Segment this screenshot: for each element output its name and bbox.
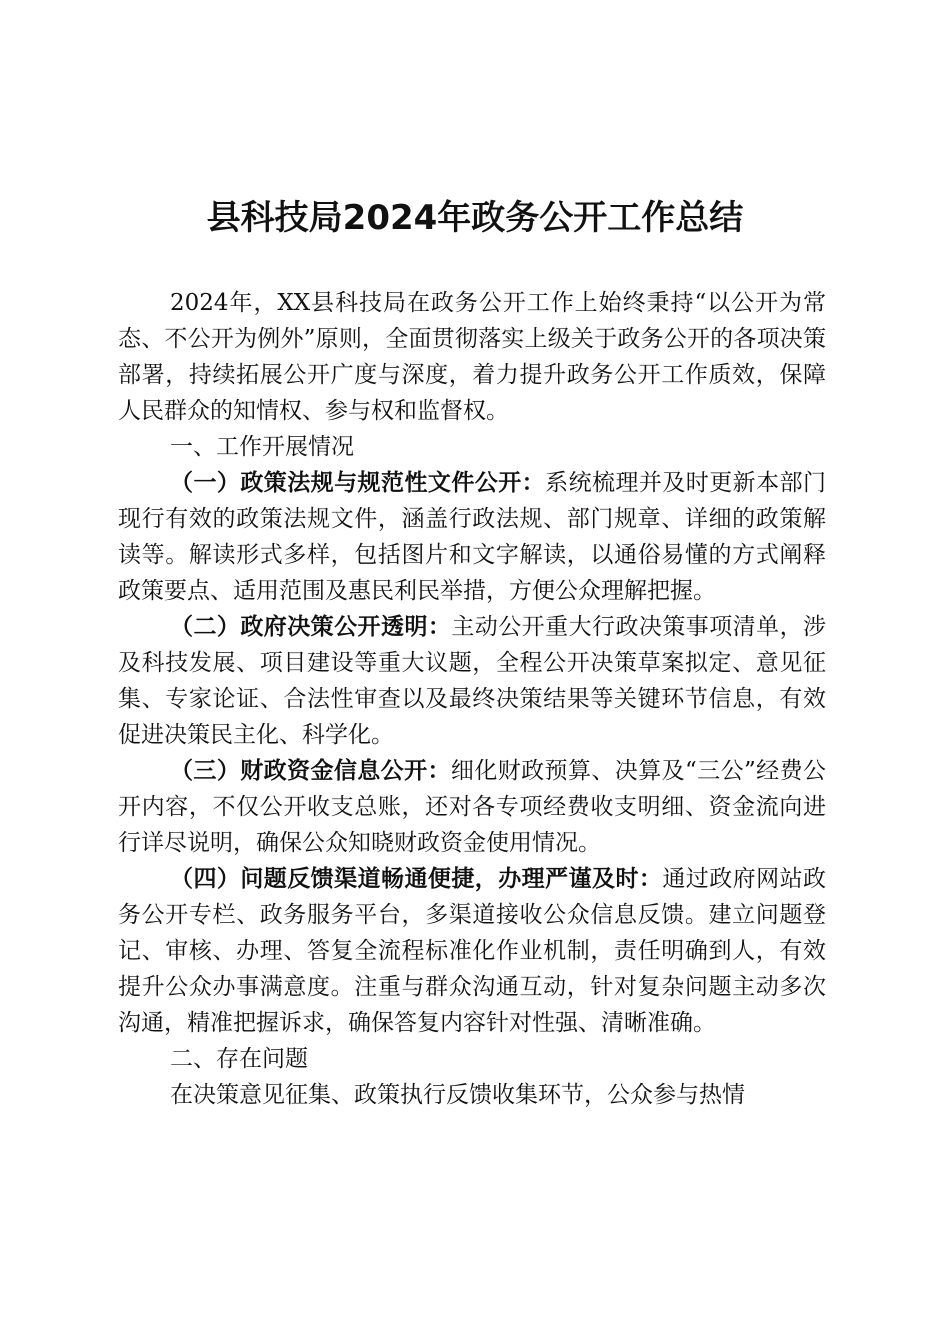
intro-paragraph: 2024年，XX县科技局在政务公开工作上始终秉持“以公开为常态、不公开为例外”原则，全面贯彻落实上级关于政务公开的各项决策部署，持续拓展公开广度与深度，着力提升政务公开工作质效，保障人民群众的知情权、参与权和监督权。 bbox=[118, 290, 826, 424]
work-item-3 bbox=[118, 753, 826, 861]
work-item-3-lead: （三）财政资金信息公开： bbox=[170, 757, 451, 784]
work-item-4 bbox=[118, 861, 826, 1041]
work-item-2-text: 主动公开重大行政决策事项清单，涉及科技发展、项目建设等重大议题，全程公开决策草案拟定、意见征集、专家论证、合法性审查以及最终决策结果等关键环节信息，有效促进决策民主化、科学化。 bbox=[118, 614, 827, 748]
work-item-3-text: 细化财政预算、决算及“三公”经费公开内容，不仅公开收支总账，还对各专项经费收支明细、资金流向进行详尽说明，确保公众知晓财政资金使用情况。 bbox=[118, 758, 826, 856]
work-item-4-lead: （四）问题反馈渠道畅通便捷，办理严谨及时： bbox=[170, 865, 663, 892]
document-title: 县科技局2024年政务公开工作总结 bbox=[206, 198, 744, 238]
document-body bbox=[118, 285, 826, 1113]
work-item-4-text: 通过政府网站政务公开专栏、政务服务平台，多渠道接收公众信息反馈。建立问题登记、审核、办理、答复全流程标准化作业机制，责任明确到人，有效提升公众办事满意度。注重与群众沟通互动，针对复杂问题主动多次沟通，精准把握诉求，确保答复内容针对性强、清晰准确。 bbox=[118, 866, 827, 1036]
problems-paragraph: 在决策意见征集、政策执行反馈收集环节，公众参与热情 bbox=[170, 1082, 745, 1108]
section-heading-problems: 二、存在问题 bbox=[170, 1046, 308, 1072]
work-item-1 bbox=[118, 465, 826, 609]
section-heading-work: 一、工作开展情况 bbox=[170, 434, 354, 460]
work-item-1-text: 系统梳理并及时更新本部门现行有效的政策法规文件，涵盖行政法规、部门规章、详细的政策解读等。解读形式多样，包括图片和文字解读，以通俗易懂的方式阐释政策要点、适用范围及惠民利民举措，方便公众理解把握。 bbox=[118, 470, 827, 604]
work-item-2-lead: （二）政府决策公开透明： bbox=[170, 613, 452, 640]
work-item-1-lead: （一）政策法规与规范性文件公开： bbox=[170, 469, 546, 496]
work-item-2 bbox=[118, 609, 826, 753]
